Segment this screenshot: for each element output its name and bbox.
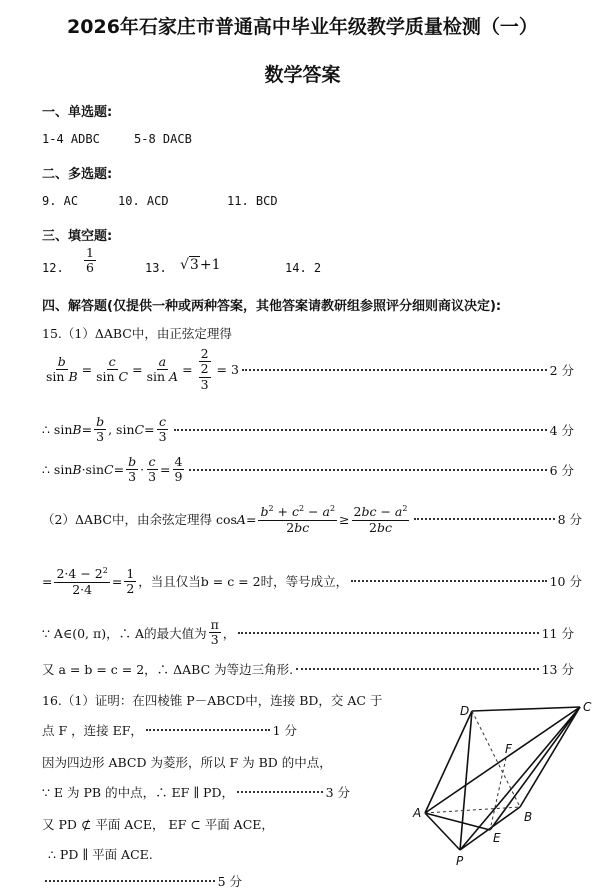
p16-line4-text: ∵ E 为 PB 的中点，∴ EF ∥ PD， <box>42 785 234 800</box>
page-subtitle: 数学答案 <box>264 64 341 86</box>
p16-line2 <box>42 721 297 739</box>
p15-cosine-line: （2）ΔABC中，由余弦定理得 cos A = $\frac{b^2 + c^2 - a^2}{2bc}$ ≥ $\frac{2bc - a^2}{2bc}$ 8 分 <box>42 504 582 535</box>
answers-5-8: 5-8 DACB <box>134 132 192 146</box>
answer-14: 14. 2 <box>285 261 322 275</box>
p15-sin-values-line: ∴ sin B = $\frac{b}{3}$ , sin C = $\frac{c}{3}$ 4 分 <box>42 414 574 445</box>
edge-AC <box>425 707 580 813</box>
p16-line1: 16.（1）证明：在四棱锥 P－ABCD中，连接 BD，交 AC 于 <box>42 693 383 708</box>
answer-10: 10. ACD <box>118 194 169 208</box>
label-C: C <box>583 700 592 714</box>
p16-line7 <box>42 872 242 890</box>
label-P: P <box>456 854 464 868</box>
hidden-DB <box>472 711 520 807</box>
p16-line4 <box>42 783 350 801</box>
edge-EC <box>490 707 580 830</box>
p15-final-text: 又 a = b = c = 2，∴ ΔABC 为等边三角形. <box>42 662 294 677</box>
score-4: 4 分 <box>549 422 574 438</box>
p15-bound-line: = $\frac{2\cdot 4 - 2^2}{2\cdot 4}$ = $\frac{1}{2}$ ，当且仅当b = c = 2时，等号成立， 10 分 <box>42 565 582 597</box>
pyramid-figure <box>410 695 600 870</box>
score-5: 5 分 <box>217 874 242 889</box>
p15-intro: 15.（1）ΔABC中，由正弦定理得 <box>42 326 232 341</box>
answer-11: 11. BCD <box>227 194 278 208</box>
score-1: 1 分 <box>272 723 297 738</box>
answer-12-label: 12. <box>42 261 64 275</box>
edge-BC <box>520 707 580 807</box>
p15-sine-rule-line: $\frac{b}{\text{sin B}}$ = $\frac{c}{\text{sin C}}$ = $\frac{a}{\text{sin A}}$ = $\frac{2}{\frac{2}{3}}$ = 3 2 分 <box>46 346 574 392</box>
score-8: 8 分 <box>557 512 582 528</box>
p15-product-line: ∴ sin B ·sin C = $\frac{b}{3}$ · $\frac{c}{3}$ = $\frac{4}{9}$ 6 分 <box>42 454 574 485</box>
p16-line2-text: 点 F ，连接 EF， <box>42 723 143 738</box>
edge-DC <box>472 707 580 711</box>
p15-final-line <box>42 660 574 678</box>
answer-13-value: √3+1 <box>180 257 221 273</box>
score-11: 11 分 <box>541 625 574 641</box>
score-10: 10 分 <box>549 574 582 590</box>
p15-condition: ，当且仅当b = c = 2时，等号成立， <box>138 574 349 590</box>
label-B: B <box>524 810 533 824</box>
answer-12-value: $\frac{1}{6}$ <box>86 245 94 276</box>
label-E: E <box>493 831 501 845</box>
label-F: F <box>505 742 512 756</box>
p16-line5: 又 PD ⊄ 平面 ACE， EF ⊂ 平面 ACE， <box>42 817 274 832</box>
score-2: 2 分 <box>549 362 574 378</box>
edge-AE <box>425 813 490 830</box>
section-heading-single: 一、单选题: <box>42 105 113 120</box>
answers-1-4: 1-4 ADBC <box>42 132 100 146</box>
label-A: A <box>413 806 422 820</box>
hidden-AB <box>425 807 520 813</box>
edge-PC <box>460 707 580 850</box>
section-heading-multi: 二、多选题: <box>42 167 113 182</box>
answer-9: 9. AC <box>42 194 79 208</box>
p16-line6: ∴ PD ∥ 平面 ACE. <box>48 847 153 862</box>
label-D: D <box>460 704 470 718</box>
answer-13-label: 13. <box>145 261 167 275</box>
p15-range-text: ∵ A∈(0, π)，∴ A的最大值为 <box>42 625 207 641</box>
score-6: 6 分 <box>549 462 574 478</box>
score-3: 3 分 <box>325 785 350 800</box>
p15-range-line: ∵ A∈(0, π)，∴ A的最大值为 $\frac{\pi}{3}$ ， 11 分 <box>42 617 574 648</box>
p16-line3: 因为四边形 ABCD 为菱形，所以 F 为 BD 的中点， <box>42 755 332 770</box>
edge-AP <box>425 813 460 850</box>
page-title: 2026年石家庄市普通高中毕业年级教学质量检测（一） <box>67 16 538 38</box>
section-heading-solutions: 四、解答题(仅提供一种或两种答案，其他答案请教研组参照评分细则商议决定): <box>42 299 502 314</box>
section-heading-fill: 三、填空题: <box>42 229 113 244</box>
p15-part2-text: （2）ΔABC中，由余弦定理得 <box>42 512 212 528</box>
score-13: 13 分 <box>541 662 574 677</box>
